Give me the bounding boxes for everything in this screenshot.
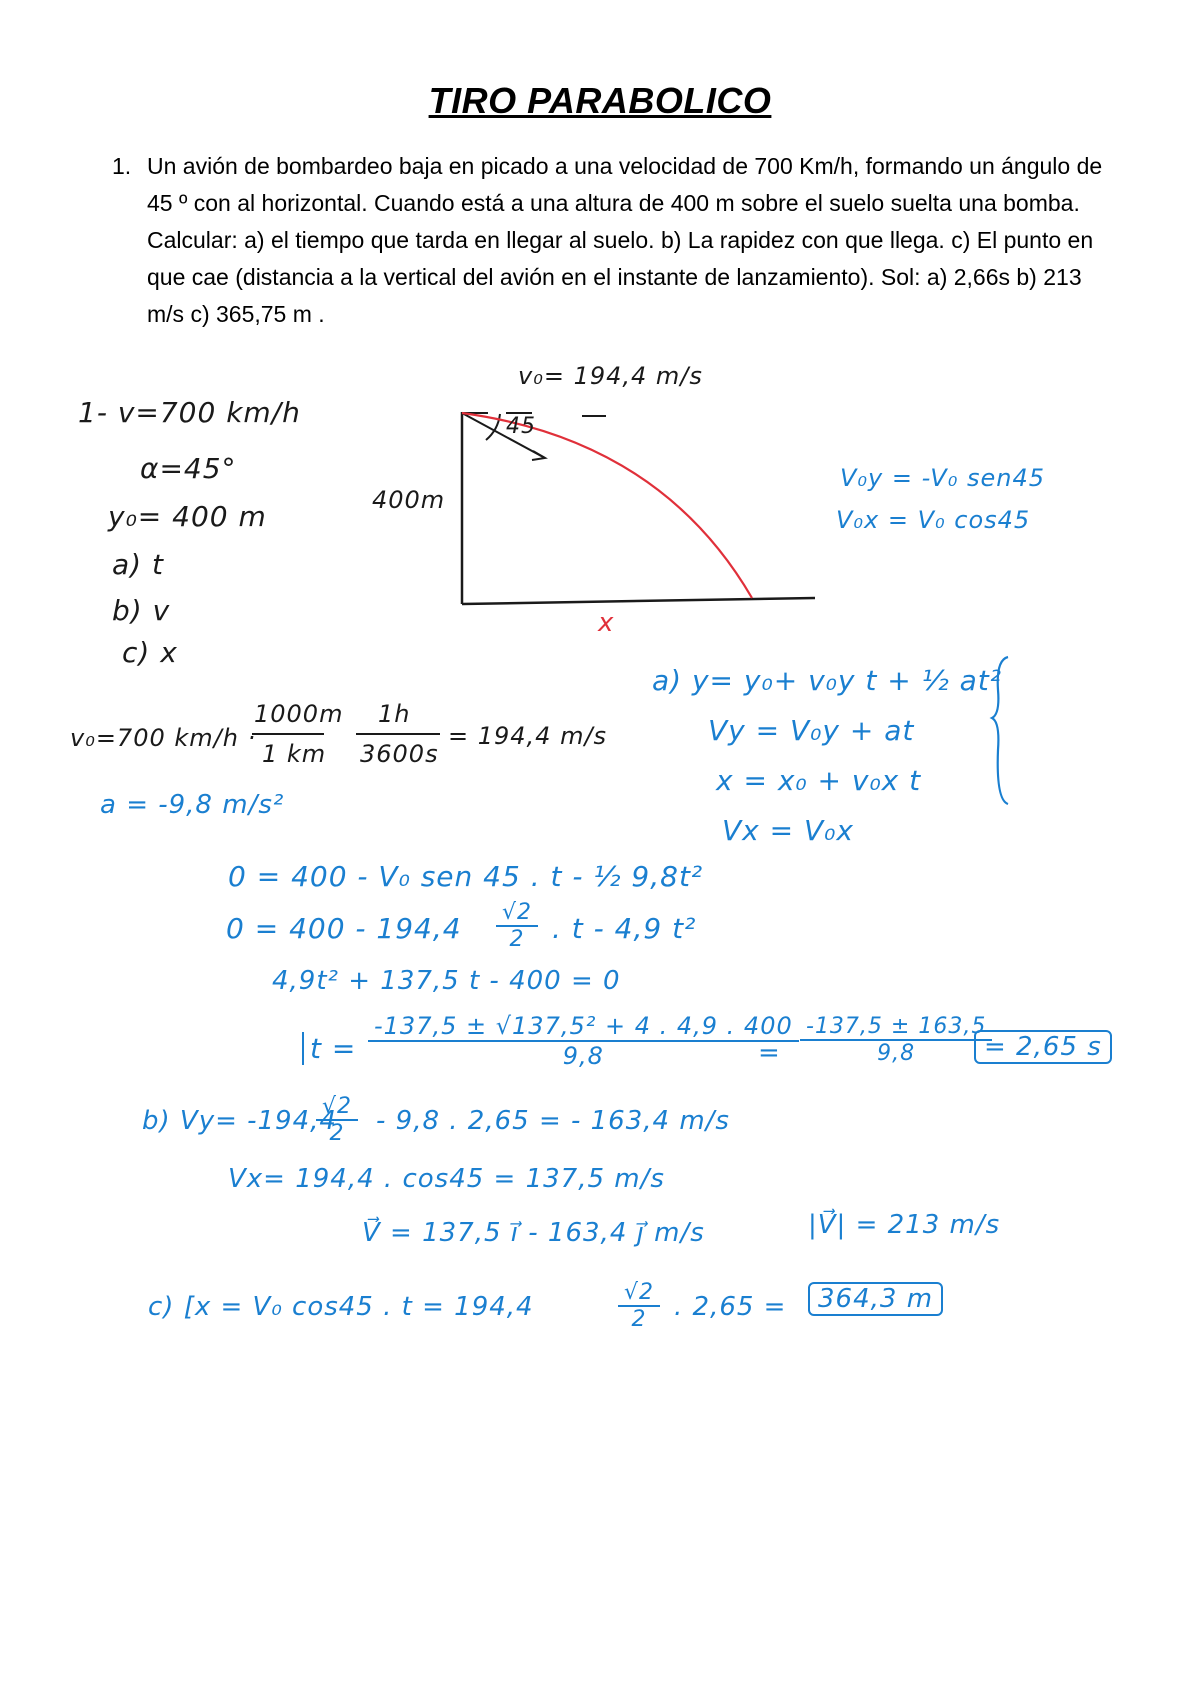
page-title: TIRO PARABOLICO — [428, 80, 772, 121]
equation-velocity-y: Vy = V₀y + at — [708, 714, 915, 747]
x-fraction-den: 2 — [631, 1307, 647, 1332]
step-2-fraction — [496, 900, 538, 952]
data-unknown-x: c) x — [122, 636, 178, 669]
vy-fraction — [316, 1094, 358, 1146]
ground-line — [462, 598, 815, 604]
vy-fraction-num: √2 — [316, 1094, 358, 1121]
vx-line: Vx= 194,4 . cos45 = 137,5 m/s — [228, 1164, 665, 1194]
speed-result: |V⃗| = 213 m/s — [808, 1210, 1001, 1240]
diagram-x-label: x — [598, 608, 615, 638]
step-3: 4,9t² + 137,5 t - 400 = 0 — [272, 966, 621, 996]
acceleration-value: a = -9,8 m/s² — [100, 790, 285, 820]
equation-velocity-x: Vx = V₀x — [722, 814, 854, 847]
conversion-frac1-num: 1000m — [254, 700, 344, 728]
vy-line-b: - 9,8 . 2,65 = - 163,4 m/s — [376, 1106, 730, 1136]
x-line-a: c) [x = V₀ cos45 . t = 194,4 — [148, 1292, 534, 1322]
quadratic-fraction — [368, 1012, 799, 1070]
velocity-vector-line: V⃗ = 137,5 i⃗ - 163,4 j⃗ m/s — [362, 1218, 705, 1248]
diagram-height-label: 400m — [372, 486, 446, 514]
conversion-prefix: v₀=700 km/h · — [70, 724, 257, 752]
quadratic-lhs: t = — [302, 1032, 356, 1065]
trajectory-curve — [462, 413, 752, 598]
vy-line-a: b) Vy= -194,4 — [142, 1106, 337, 1136]
step-2-fraction-num: √2 — [496, 900, 538, 927]
diagram-angle-label: 45 — [506, 414, 536, 439]
quadratic-denominator: 9,8 — [562, 1042, 604, 1070]
equation-position-y: a) y= y₀+ v₀y t + ½ at² — [652, 664, 1002, 697]
equation-position-x: x = x₀ + v₀x t — [716, 764, 922, 797]
conversion-frac2-num: 1h — [378, 700, 411, 728]
quadratic-mid-fraction — [800, 1014, 992, 1066]
step-2-fraction-den: 2 — [509, 927, 525, 952]
conversion-frac2-den: 3600s — [360, 740, 439, 768]
x-line-b: . 2,65 = — [674, 1292, 787, 1322]
quadratic-mid-den: 9,8 — [877, 1041, 916, 1066]
conversion-frac1-den: 1 km — [262, 740, 327, 768]
quadratic-mid-num: -137,5 ± 163,5 — [800, 1014, 992, 1041]
data-angle: α=45° — [140, 452, 237, 485]
problem-text: Un avión de bombardeo baja en picado a una velocidad de 700 Km/h, formando un ángulo de 45 º con al horizontal. Cuando está a una altura de 400 m sobre el suelo suelta una bomba. Calcular: a) el tiempo que tarda en llegar al suelo. b) La rapidez con que llega. c) El punto en que cae (distancia a la vertical del avión en el instante de lanzamiento). Sol: a) 2,66s b) 213 m/s c) 365,75 m . — [147, 153, 1103, 327]
component-v0x: V₀x = V₀ cos45 — [836, 506, 1031, 534]
x-fraction — [618, 1280, 660, 1332]
quadratic-numerator: -137,5 ± √137,5² + 4 . 4,9 . 400 — [368, 1012, 799, 1042]
diagram-initial-velocity: v₀= 194,4 m/s — [518, 362, 703, 390]
conversion-result: = 194,4 m/s — [448, 722, 608, 750]
quadratic-equals: = — [758, 1038, 781, 1068]
time-result: = 2,65 s — [974, 1030, 1112, 1064]
step-2-b: . t - 4,9 t² — [552, 912, 697, 945]
data-height: y₀= 400 m — [108, 500, 267, 533]
distance-result: 364,3 m — [808, 1282, 943, 1316]
step-1: 0 = 400 - V₀ sen 45 . t - ½ 9,8t² — [228, 860, 704, 893]
data-unknown-t: a) t — [112, 548, 164, 581]
x-fraction-num: √2 — [618, 1280, 660, 1307]
data-unknown-v: b) v — [112, 594, 171, 627]
data-velocity: 1- v=700 km/h — [78, 396, 301, 429]
component-v0y: V₀y = -V₀ sen45 — [840, 464, 1045, 492]
problem-number: 1. — [112, 153, 132, 179]
vy-fraction-den: 2 — [329, 1121, 345, 1146]
step-2-a: 0 = 400 - 194,4 — [226, 912, 462, 945]
